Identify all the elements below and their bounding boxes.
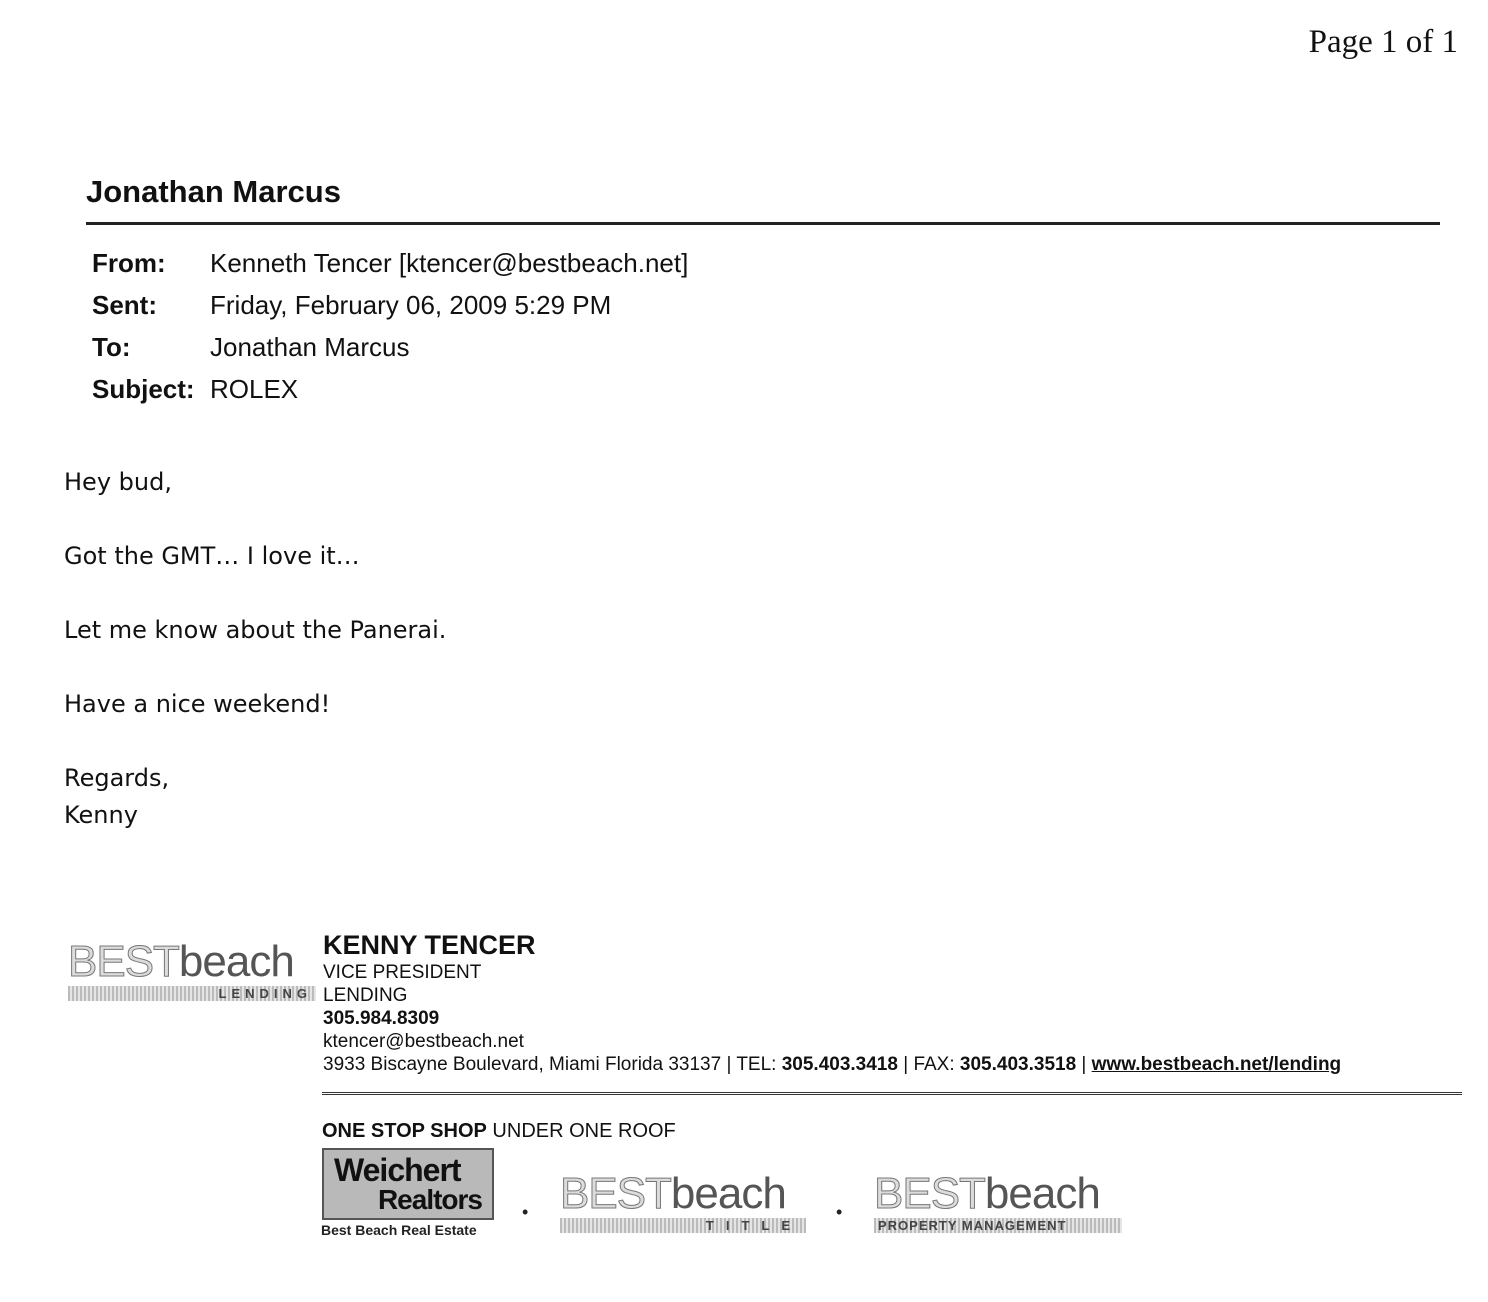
- weichert-text: Weichert: [334, 1152, 461, 1188]
- weichert-realtors-logo: [322, 1148, 494, 1220]
- logo-beach-text: beach: [984, 1169, 1100, 1218]
- body-line-gmt: Got the GMT… I love it…: [64, 542, 360, 570]
- subject-value: ROLEX: [210, 374, 299, 404]
- email-header: [92, 248, 688, 405]
- logo-best-text: BEST: [560, 1169, 671, 1218]
- header-divider: [86, 222, 1440, 225]
- bestbeach-lending-logo: [68, 937, 316, 1001]
- logo-pm-tag: PROPERTY MANAGEMENT: [874, 1218, 1122, 1233]
- signature-separator: |: [1076, 1054, 1092, 1075]
- logo-beach-text: beach: [670, 1169, 786, 1218]
- logo-best-text: BEST: [68, 937, 179, 986]
- signature-fax: 305.403.3518: [959, 1054, 1077, 1075]
- body-line-weekend: Have a nice weekend!: [64, 690, 331, 718]
- body-line-panerai: Let me know about the Panerai.: [64, 616, 447, 644]
- sent-label: Sent:: [92, 290, 157, 320]
- page-number: Page 1 of 1: [1308, 24, 1458, 60]
- signoff: Kenny: [64, 801, 138, 829]
- recipient-name: Jonathan Marcus: [86, 174, 341, 209]
- from-value: Kenneth Tencer [ktencer@bestbeach.net]: [210, 248, 689, 278]
- signature-title: VICE PRESIDENT: [323, 962, 482, 983]
- signature-name: KENNY TENCER: [323, 930, 536, 960]
- bestbeach-title-logo: [560, 1169, 806, 1233]
- logo-lending-tag: LENDING: [68, 986, 316, 1001]
- to-value: Jonathan Marcus: [210, 332, 410, 362]
- bestbeach-property-management-logo: [874, 1169, 1122, 1233]
- slogan: [322, 1120, 676, 1143]
- logo-title-tag: TITLE: [560, 1218, 806, 1233]
- bullet-separator: •: [522, 1202, 529, 1222]
- signature-fax-label: | FAX:: [897, 1054, 960, 1075]
- logo-best-text: BEST: [874, 1169, 985, 1218]
- bullet-separator: •: [836, 1202, 843, 1222]
- signature-divider: [322, 1092, 1462, 1098]
- signature-block: [323, 930, 1341, 1076]
- slogan-bold: ONE STOP SHOP: [322, 1120, 487, 1142]
- signature-phone: 305.984.8309: [323, 1008, 440, 1029]
- slogan-rest: UNDER ONE ROOF: [486, 1120, 676, 1142]
- signature-department: LENDING: [323, 985, 408, 1006]
- greeting: Hey bud,: [64, 468, 172, 496]
- closing: Regards,: [64, 764, 170, 792]
- signature-address-line: [323, 1053, 1341, 1076]
- signature-email[interactable]: ktencer@bestbeach.net: [323, 1031, 524, 1052]
- sent-value: Friday, February 06, 2009 5:29 PM: [210, 290, 612, 320]
- realtors-text: Realtors: [377, 1184, 482, 1215]
- subject-label: Subject:: [92, 374, 195, 404]
- logo-beach-text: beach: [178, 937, 294, 986]
- weichert-subtitle: Best Beach Real Estate: [321, 1222, 477, 1238]
- signature-address: 3933 Biscayne Boulevard, Miami Florida 33137 | TEL:: [323, 1054, 782, 1075]
- email-body: [64, 464, 446, 834]
- to-label: To:: [92, 332, 131, 362]
- from-label: From:: [92, 248, 166, 278]
- signature-tel: 305.403.3418: [781, 1054, 898, 1075]
- signature-website-link[interactable]: www.bestbeach.net/lending: [1091, 1054, 1342, 1075]
